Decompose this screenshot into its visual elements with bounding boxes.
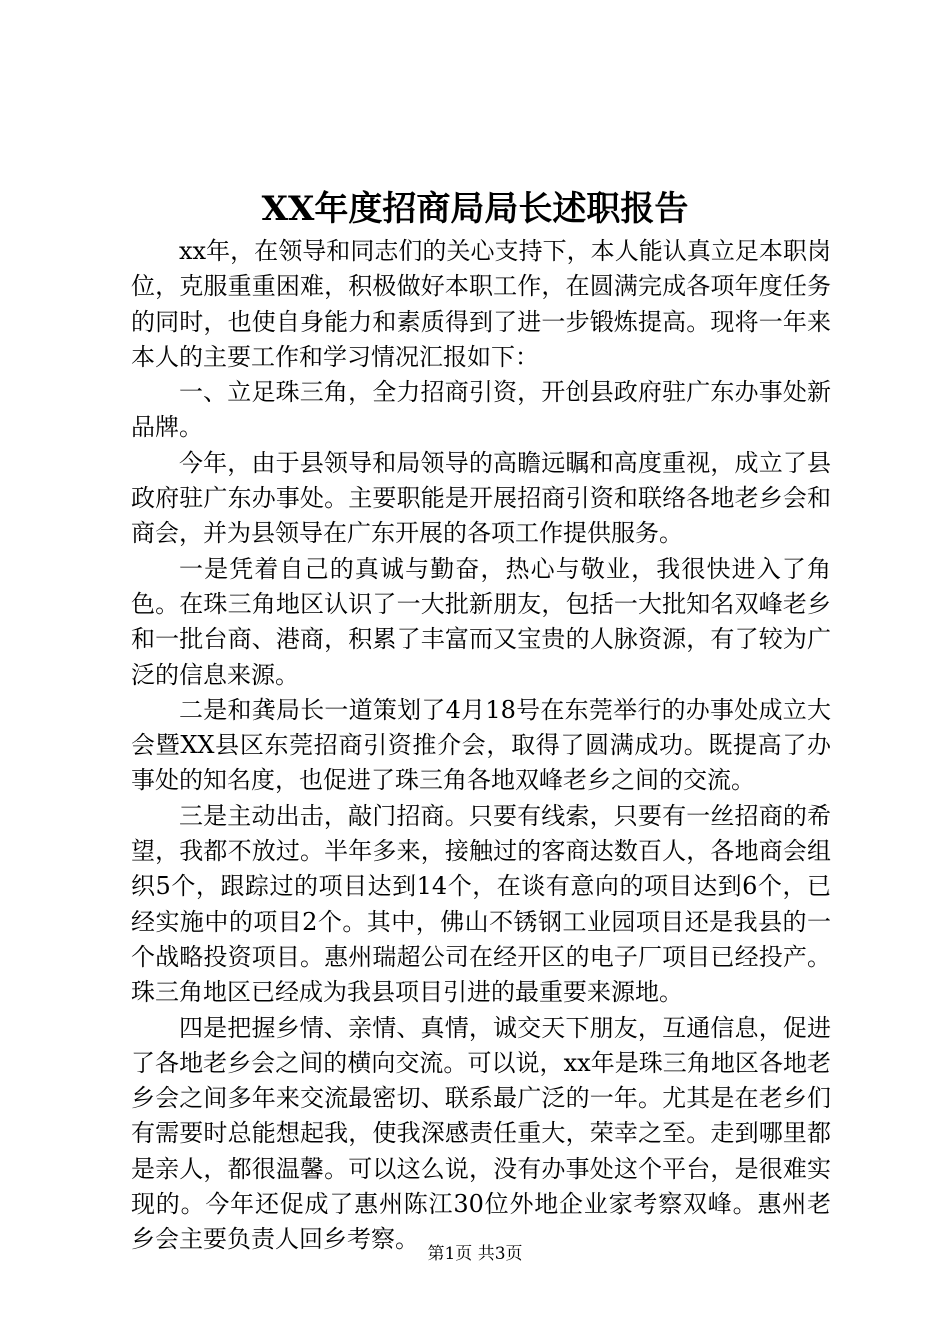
page-number-footer: 第1页 共3页: [427, 1244, 523, 1264]
paragraph-point-one: 一是凭着自己的真诚与勤奋，热心与敬业，我很快进入了角色。在珠三角地区认识了一大批新朋友，包括一大批知名双峰老乡和一批台商、港商，积累了丰富而又宝贵的人脉资源，有了较为广泛的信息来源。: [131, 554, 831, 689]
paragraph-intro: xx年，在领导和同志们的关心支持下，本人能认真立足本职岗位，克服重重困难，积极做好本职工作，在圆满完成各项年度任务的同时，也使自身能力和素质得到了进一步锻炼提高。现将一年来本人的主要工作和学习情况汇报如下：: [131, 237, 831, 371]
paragraph-office-founding: 今年，由于县领导和局领导的高瞻远瞩和高度重视，成立了县政府驻广东办事处。主要职能是开展招商引资和联络各地老乡会和商会，并为县领导在广东开展的各项工作提供服务。: [131, 448, 831, 548]
paragraph-point-three: 三是主动出击，敲门招商。只要有线索，只要有一丝招商的希望，我都不放过。半年多来，接触过的客商达数百人，各地商会组织5个，跟踪过的项目达到14个，在谈有意向的项目达到6个，已经实施中的项目2个。其中，佛山不锈钢工业园项目还是我县的一个战略投资项目。惠州瑞超公司在经开区的电子厂项目已经投产。珠三角地区已经成为我县项目引进的最重要来源地。: [131, 801, 831, 1007]
document-body: [131, 234, 831, 1258]
paragraph-point-two: 二是和龚局长一道策划了4月18号在东莞举行的办事处成立大会暨XX县区东莞招商引资推介会，取得了圆满成功。既提高了办事处的知名度，也促进了珠三角各地双峰老乡之间的交流。: [131, 695, 831, 795]
paragraph-point-four: 四是把握乡情、亲情、真情，诚交天下朋友，互通信息，促进了各地老乡会之间的横向交流。可以说，xx年是珠三角地区各地老乡会之间多年来交流最密切、联系最广泛的一年。尤其是在老乡们有需要时总能想起我，使我深感责任重大，荣幸之至。走到哪里都是亲人，都很温馨。可以这么说，没有办事处这个平台，是很难实现的。今年还促成了惠州陈江30位外地企业家考察双峰。惠州老乡会主要负责人回乡考察。: [131, 1013, 831, 1254]
document-title: XX年度招商局局长述职报告: [261, 189, 689, 229]
paragraph-section-heading: 一、立足珠三角，全力招商引资，开创县政府驻广东办事处新品牌。: [131, 378, 831, 442]
